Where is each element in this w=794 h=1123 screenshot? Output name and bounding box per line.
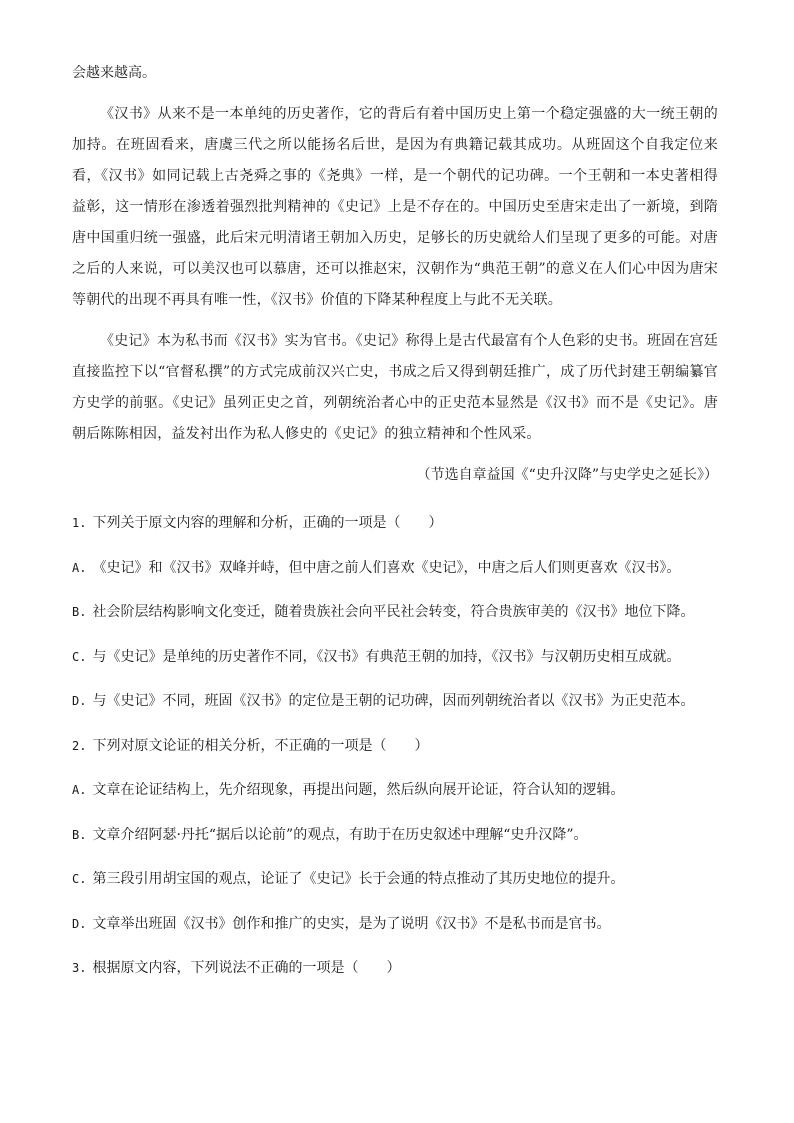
option-d[interactable] (72, 902, 718, 947)
option-c[interactable] (72, 635, 718, 680)
option-text: 与《史记》是单纯的历史著作不同，《汉书》有典范王朝的加持，《汉书》与汉朝历史相互成就。 (92, 648, 681, 665)
question-number: 1. (72, 516, 87, 530)
option-c[interactable] (72, 857, 718, 902)
option-label: A. (72, 560, 87, 575)
option-text: 文章在论证结构上，先介绍现象，再提出问题，然后纵向展开论证，符合认知的逻辑。 (92, 782, 625, 798)
question-stem: 下列对原文论证的相关分析，不正确的一项是（ ） (92, 737, 429, 754)
option-a[interactable] (72, 546, 718, 591)
question-number: 2. (72, 738, 87, 753)
option-a[interactable] (72, 768, 718, 813)
option-label: D. (72, 694, 87, 708)
option-text: 社会阶层结构影响文化变迁，随着贵族社会向平民社会转变，符合贵族审美的《汉书》地位下降。 (92, 604, 695, 620)
option-text: 第三段引用胡宝国的观点，论证了《史记》长于会通的特点推动了其历史地位的提升。 (92, 871, 625, 887)
source-citation: （节选自章益国《“史升汉降”与史学史之延长》） (416, 467, 718, 483)
option-label: D. (72, 916, 87, 931)
question-3 (72, 946, 718, 991)
question-1 (72, 501, 718, 724)
document-page (72, 58, 718, 991)
question-2 (72, 724, 718, 947)
intro-line: 会越来越高。 (72, 65, 156, 81)
option-text: 《史记》和《汉书》双峰并峙，但中唐之前人们喜欢《史记》，中唐之后人们则更喜欢《汉书》。 (92, 559, 681, 576)
question-number: 3. (72, 961, 87, 975)
paragraph-2: 《史记》本为私书而《汉书》实为官书。《史记》称得上是古代最富有个人色彩的史书。班固在宫廷直接监控下以“官督私撰”的方式完成前汉兴亡史，书成之后又得到朝廷推广，成了历代封建王朝编纂官方史学的前驱。《史记》虽列正史之首，列朝统治者心中的正史范本显然是《汉书》而不是《史记》。唐朝后陈陈相因，益发衬出作为私人修史的《史记》的独立精神和个性风采。 (72, 333, 718, 442)
option-text: 与《史记》不同，班固《汉书》的定位是王朝的记功碑，因而列朝统治者以《汉书》为正史范本。 (92, 693, 695, 709)
option-label: C. (72, 649, 87, 664)
question-stem: 根据原文内容，下列说法不正确的一项是（ ） (92, 960, 401, 976)
option-b[interactable] (72, 590, 718, 635)
option-b[interactable] (72, 813, 718, 858)
option-text: 文章介绍阿瑟·丹托“据后以论前”的观点，有助于在历史叙述中理解“史升汉降”。 (92, 826, 588, 843)
option-label: A. (72, 783, 87, 797)
option-label: C. (72, 872, 87, 886)
option-d[interactable] (72, 679, 718, 724)
question-stem: 下列关于原文内容的理解和分析，正确的一项是（ ） (92, 515, 443, 531)
option-label: B. (72, 605, 87, 619)
option-text: 文章举出班固《汉书》创作和推广的史实，是为了说明《汉书》不是私书而是官书。 (92, 915, 611, 932)
option-label: B. (72, 827, 87, 842)
paragraph-1: 《汉书》从来不是一本单纯的历史著作，它的背后有着中国历史上第一个稳定强盛的大一统王朝的加持。在班固看来，唐虞三代之所以能扬名后世，是因为有典籍记载其成功。从班固这个自我定位来看，《汉书》如同记载上古尧舜之事的《尧典》一样，是一个朝代的记功碑。一个王朝和一本史著相得益彰，这一情形在渗透着强烈批判精神的《史记》上是不存在的。中国历史至唐宋走出了一新境，到隋唐中国重归统一强盛，此后宋元明清诸王朝加入历史，足够长的历史就给人们呈现了更多的可能。对唐之后的人来说，可以美汉也可以慕唐，还可以推赵宋，汉朝作为“典范王朝”的意义在人们心中因为唐宋等朝代的出现不再具有唯一性，《汉书》价值的下降某种程度上与此不无关联。 (72, 106, 718, 308)
